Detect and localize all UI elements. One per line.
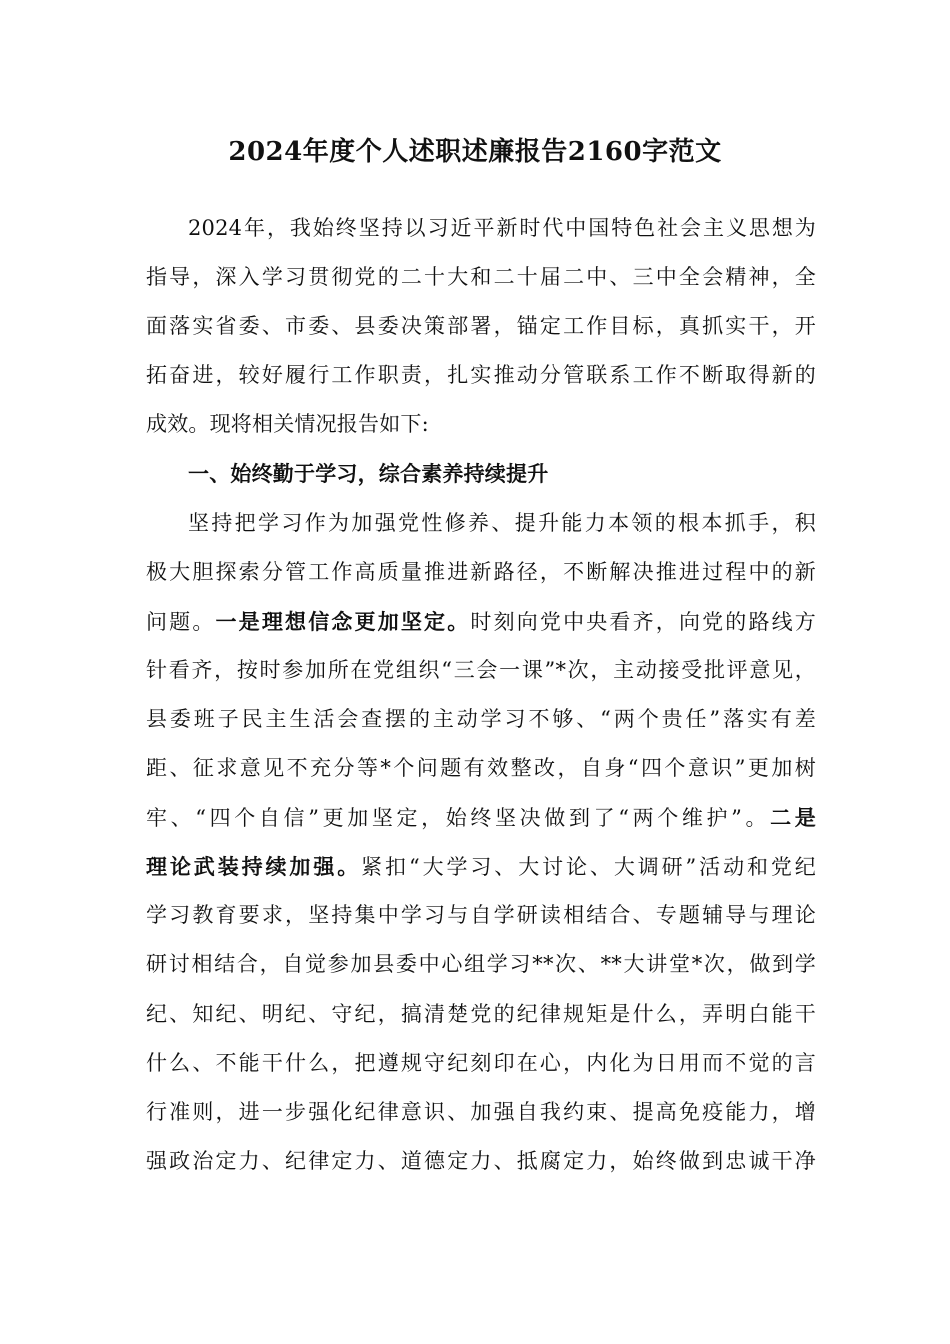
paragraph-2-line-4: 针看齐，按时参加所在党组织“三会一课”*次，主动接受批评意见， [146, 657, 816, 682]
paragraph-2-line-10: 研讨相结合，自觉参加县委中心组学习**次、**大讲堂*次，做到学 [146, 952, 816, 977]
paragraph-2-line-8 [146, 842, 816, 891]
paragraph-2-line-8-text: 紧扣“大学习、大讨论、大调研”活动和党纪 [361, 855, 816, 880]
paragraph-1-line-5: 成效。现将相关情况报告如下: [146, 412, 429, 437]
paragraph-2-line-5: 县委班子民主生活会查摆的主动学习不够、“两个贵任”落实有差 [146, 706, 816, 731]
point-2-title-end: 理论武装持续加强。 [146, 854, 362, 880]
paragraph-2-line-3-text: 问题。 [146, 609, 216, 634]
paragraph-1-line-1: 2024年，我始终坚持以习近平新时代中国特色社会主义思想为 [188, 216, 816, 240]
paragraph-2-line-7-text: 牢、“四个自信”更加坚定，始终坚决做到了“两个维护”。 [146, 806, 771, 831]
paragraph-2-line-13: 行准则，进一步强化纪律意识、加强自我约束、提高免疫能力，增 [146, 1099, 816, 1124]
paragraph-2-line-2: 极大胆探索分管工作高质量推进新路径，不断解决推进过程中的新 [146, 559, 816, 584]
paragraph-2-line-11: 纪、知纪、明纪、守纪，搞清楚党的纪律规矩是什么，弄明白能干 [146, 1001, 816, 1026]
point-1-title: 一是理想信念更加坚定。 [215, 608, 471, 634]
point-2-title-start: 二是 [770, 805, 816, 831]
paragraph-1-line-2: 指导，深入学习贯彻党的二十大和二十届二中、三中全会精神，全 [146, 265, 816, 290]
paragraph-2-line-12: 什么、不能干什么，把遵规守纪刻印在心，内化为日用而不觉的言 [146, 1050, 816, 1075]
paragraph-2-line-3-rest: 时刻向党中央看齐，向党的路线方 [470, 609, 816, 634]
section-1-heading: 一、始终勤于学习，综合素养持续提升 [188, 461, 549, 487]
paragraph-1-line-4: 拓奋进，较好履行工作职责，扎实推动分管联系工作不断取得新的 [146, 363, 816, 388]
document-body [146, 204, 816, 1186]
paragraph-2-line-1: 坚持把学习作为加强党性修养、提升能力本领的根本抓手，积 [188, 510, 816, 535]
paragraph-2-line-7 [146, 793, 816, 842]
document-title: 2024年度个人述职述廉报告2160字范文 [228, 137, 722, 167]
paragraph-2-line-3 [146, 597, 816, 646]
paragraph-2-line-14: 强政治定力、纪律定力、道德定力、抵腐定力，始终做到忠诚干净 [146, 1148, 816, 1173]
paragraph-1-line-3: 面落实省委、市委、县委决策部署，锚定工作目标，真抓实干，开 [146, 314, 816, 339]
paragraph-2-line-6: 距、征求意见不充分等*个问题有效整改，自身“四个意识”更加树 [146, 756, 816, 781]
paragraph-2-line-9: 学习教育要求，坚持集中学习与自学研读相结合、专题辅导与理论 [146, 903, 816, 928]
